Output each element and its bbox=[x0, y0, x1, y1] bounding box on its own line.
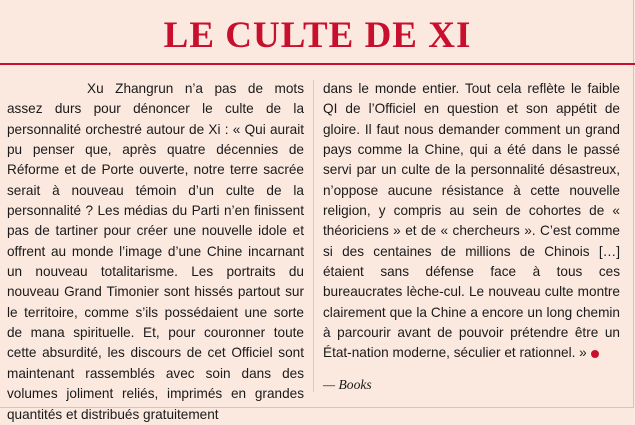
end-mark-dot-icon bbox=[591, 350, 599, 358]
article-title: LE CULTE DE XI bbox=[163, 15, 472, 56]
article-body-right-paragraph bbox=[323, 79, 620, 364]
article-body-right: dans le monde entier. Tout cela reflète le faible QI de l’Officiel en question et son appétit de gloire. Il faut nous demander comment un grand pays comme la Chine, qui a été dans le passé servi par un culte de la personnalité désastreux, n’oppose aucune résistance à cette nouvelle religion, y compris au sein de cohortes de « théoriciens » et de « chercheurs ». C’est comme si des centaines de millions de Chinois […] étaient sans défense face à tous ces bureaucrates lèche-cul. Le nouveau culte montre clairement que la Chine a encore un long chemin à parcourir avant de pouvoir prétendre être un État-nation moderne, séculier et rationnel. » bbox=[323, 81, 620, 361]
title-rule bbox=[0, 63, 635, 65]
article-column-right bbox=[323, 79, 620, 364]
column-divider bbox=[313, 80, 314, 392]
article-body-left: Xu Zhangrun n’a pas de mots assez durs pour dénoncer le culte de la personnalité orchestré autour de Xi : « Qui aurait pu penser que, après quatre décennies de Réforme et de Porte ouverte, notre terre sacrée serait à nouveau témoin d’un culte de la personnalité ? Les médias du Parti n’en finissent pas de tartiner pour créer une nouvelle idole et offrent au monde l’image d’une Chine incarnant un nouveau totalitarisme. Les portraits du nouveau Grand Timonier sont hissés partout sur le territoire, comme s’ils possédaient une sorte de mana spirituelle. Et, pour couronner toute cette absurdité, les discours de cet Officiel sont maintenant rassemblés avec soin dans des volumes joliment reliés, imprimés en grandes quantités et distribués gratuitement bbox=[7, 81, 304, 422]
article-source: — Books bbox=[323, 377, 372, 392]
article-column-left bbox=[7, 79, 304, 425]
